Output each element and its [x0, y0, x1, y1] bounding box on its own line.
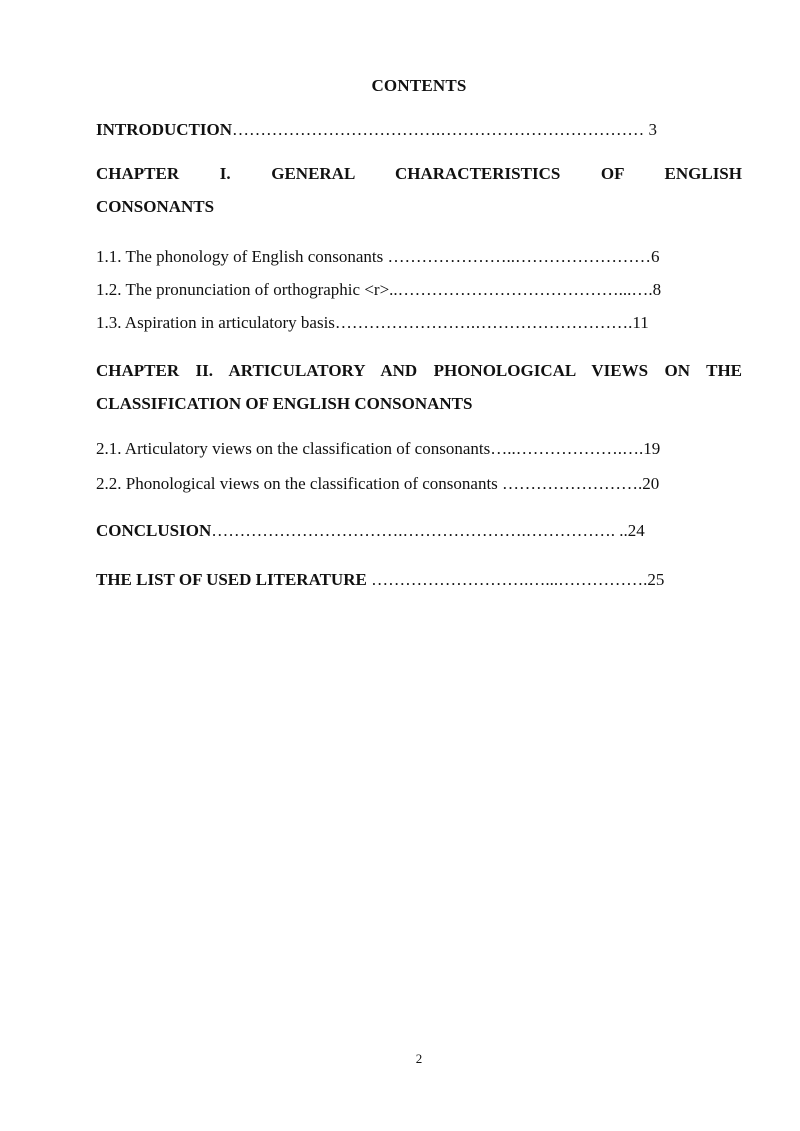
toc-entry-leader-page: …..……………….….19 [490, 439, 661, 458]
chapter-1-title-line-1: CHAPTER I. GENERAL CHARACTERISTICS OF ENGLISH [96, 164, 742, 183]
toc-entry-leader-page: ..…………………………………...….8 [389, 280, 662, 299]
toc-entry-leader-page: …………………….……………………….11 [334, 313, 649, 332]
toc-entry-leader-page: …………………….20 [497, 474, 660, 493]
toc-entry-1-3[interactable] [96, 313, 649, 333]
toc-entry-1-1[interactable] [96, 247, 660, 267]
chapter-2-title-line-1: CHAPTER II. ARTICULATORY AND PHONOLOGICAL VIEWS ON THE [96, 361, 742, 380]
toc-entry-title: THE LIST OF USED LITERATURE [96, 570, 367, 589]
toc-entry-2-1[interactable] [96, 439, 660, 459]
toc-entry-leader-page: …………………………….………………….……………. ..24 [211, 521, 645, 540]
toc-chapter-2[interactable] [96, 354, 742, 420]
toc-entry-2-2[interactable] [96, 474, 659, 494]
toc-entry-title: 1.3. Aspiration in articulatory basis [96, 313, 335, 332]
toc-entry-title: 1.1. The phonology of English consonants [96, 247, 384, 266]
toc-entry-literature[interactable] [96, 570, 664, 590]
toc-entry-title: 2.1. Articulatory views on the classification of consonants [96, 439, 491, 458]
chapter-1-title-line-2: CONSONANTS [96, 197, 215, 216]
toc-entry-conclusion[interactable] [96, 521, 645, 541]
toc-entry-leader-page: ……………………….…...…………….25 [366, 570, 665, 589]
toc-entry-title: CONCLUSION [96, 521, 212, 540]
contents-heading: CONTENTS [371, 76, 467, 95]
toc-entry-leader-page: …………………..……………………6 [383, 247, 660, 266]
toc-chapter-1[interactable] [96, 157, 742, 223]
page-number: 2 [415, 1051, 423, 1066]
toc-entry-title: INTRODUCTION [96, 120, 233, 139]
toc-entry-leader-page: ……………………………….……………………………… 3 [232, 120, 658, 139]
toc-entry-title: 2.2. Phonological views on the classification of consonants [96, 474, 498, 493]
chapter-2-title-line-2: CLASSIFICATION OF ENGLISH CONSONANTS [96, 394, 473, 413]
toc-entry-introduction[interactable] [96, 120, 657, 140]
toc-entry-1-2[interactable] [96, 280, 661, 300]
toc-entry-title: 1.2. The pronunciation of orthographic <r> [96, 280, 390, 299]
